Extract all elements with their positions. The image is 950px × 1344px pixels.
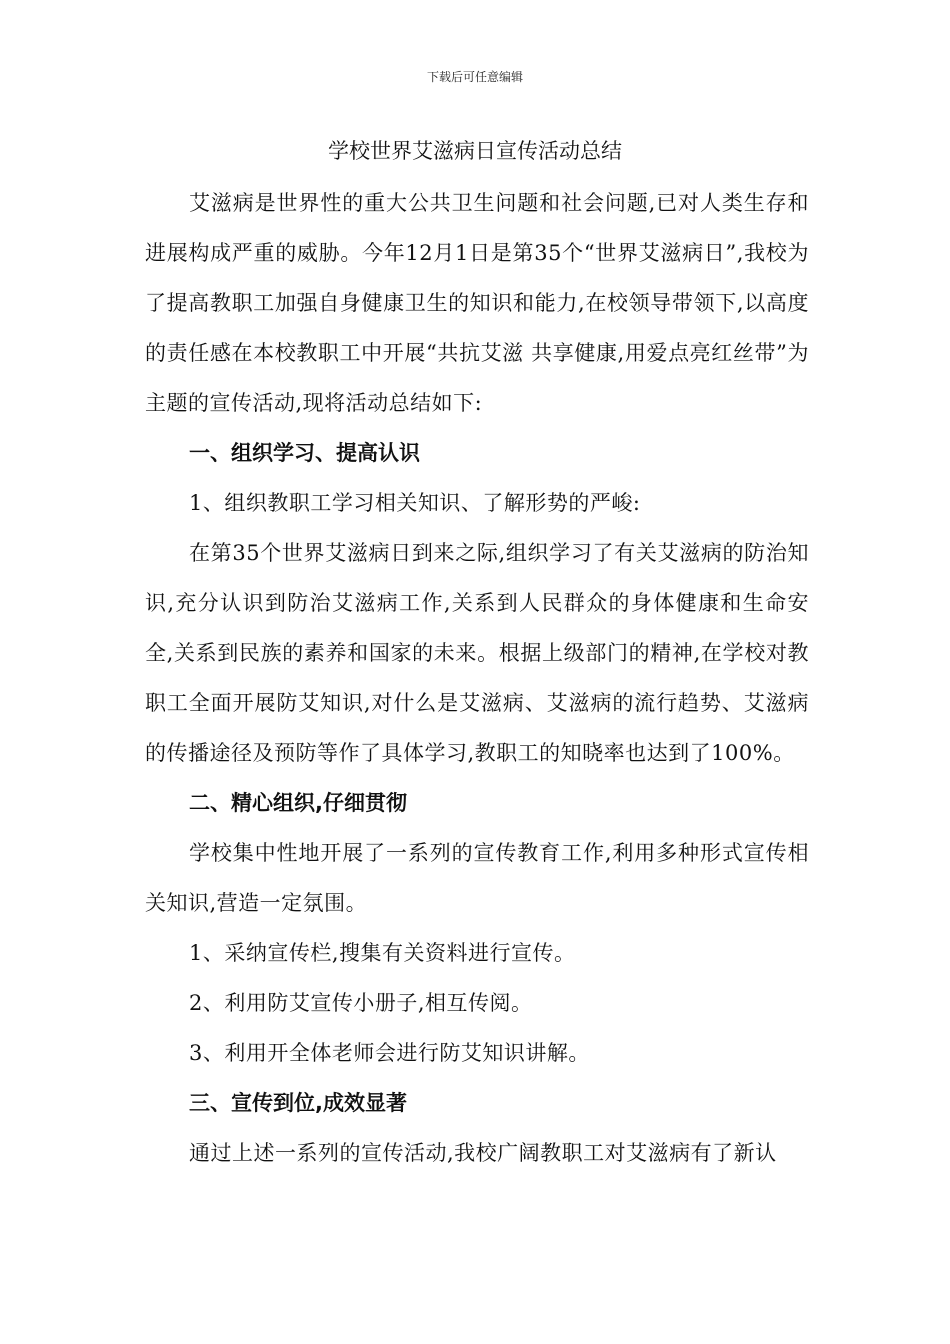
page-title: 学校世界艾滋病日宣传活动总结 [328,139,622,163]
paragraph-body: 通过上述一系列的宣传活动,我校广阔教职工对艾滋病有了新认 [189,1141,777,1165]
paragraph-item: 1、组织教职工学习相关知识、了解形势的严峻: [189,491,641,515]
paragraph-body: 学校集中性地开展了一系列的宣传教育工作,利用多种形式宣传相关知识,营造一定氛围。 [145,841,809,915]
paragraph-item: 2、利用防艾宣传小册子,相互传阅。 [189,991,533,1015]
section-heading-1: 一、组织学习、提高认识 [189,441,420,465]
paragraph-item: 1、采纳宣传栏,搜集有关资料进行宣传。 [189,941,576,965]
document-body [145,178,809,1178]
section-heading-3: 三、宣传到位,成效显著 [189,1091,407,1115]
header-note: 下载后可任意编辑 [426,70,523,84]
paragraph-item: 3、利用开全体老师会进行防艾知识讲解。 [189,1041,590,1065]
paragraph-intro: 艾滋病是世界性的重大公共卫生问题和社会问题,已对人类生存和进展构成严重的威胁。今年12月1日是第35个“世界艾滋病日”,我校为了提高教职工加强自身健康卫生的知识和能力,在校领导带领下,以高度的责任感在本校教职工中开展“共抗艾滋 共享健康,用爱点亮红丝带”为主题的宣传活动,现将活动总结如下: [145,191,809,415]
paragraph-body: 在第35个世界艾滋病日到来之际,组织学习了有关艾滋病的防治知识,充分认识到防治艾滋病工作,关系到人民群众的身体健康和生命安全,关系到民族的素养和国家的未来。根据上级部门的精神,在学校对教职工全面开展防艾知识,对什么是艾滋病、艾滋病的流行趋势、艾滋病的传播途径及预防等作了具体学习,教职工的知晓率也达到了100%。 [145,541,809,765]
section-heading-2: 二、精心组织,仔细贯彻 [189,791,407,815]
